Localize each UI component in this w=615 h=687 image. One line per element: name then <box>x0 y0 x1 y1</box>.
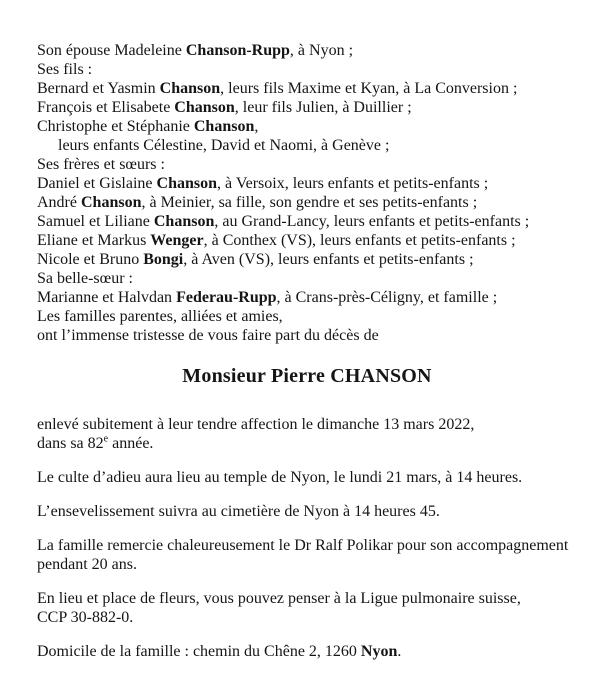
burial-paragraph: L’ensevelissement suivra au cimetière de Nyon à 14 heures 45. <box>37 503 440 520</box>
line-text: , leur fils Julien, à Duillier ; <box>234 99 412 116</box>
age-superscript: e <box>103 433 109 445</box>
line-text: Ses fils : <box>37 61 93 78</box>
family-line-sibling-5 <box>37 250 577 269</box>
thanks-paragraph <box>37 536 577 574</box>
family-surname: Chanson <box>153 213 215 230</box>
line-text: Daniel et Gislaine <box>37 175 157 192</box>
line-text: leurs enfants Célestine, David et Naomi, à Genève ; <box>58 137 390 154</box>
family-line-spouse <box>37 41 577 60</box>
family-line-son-3 <box>37 117 577 136</box>
line-text: André <box>37 194 81 211</box>
family-address-paragraph <box>37 642 577 661</box>
family-line-sister-in-law-header <box>37 269 577 288</box>
line-text: Nicole et Bruno <box>37 251 144 268</box>
family-surname: Chanson <box>80 194 142 211</box>
line-text: Bernard et Yasmin <box>37 80 160 97</box>
family-line-relatives <box>37 307 577 326</box>
death-date-line: enlevé subitement à leur tendre affection le dimanche 13 mars 2022, <box>37 416 475 433</box>
family-line-son-1 <box>37 79 577 98</box>
family-list <box>37 41 577 345</box>
announcement-line <box>37 326 577 345</box>
line-text: , à Nyon ; <box>289 42 354 59</box>
family-surname: Federau-Rupp <box>176 289 277 306</box>
line-text: Domicile de la famille : chemin du Chêne 2, 1260 <box>37 643 361 660</box>
family-line-sister-in-law <box>37 288 577 307</box>
donations-line-1: En lieu et place de fleurs, vous pouvez penser à la Ligue pulmonaire suisse, <box>37 590 521 607</box>
thanks-line-1: La famille remercie chaleureusement le Dr Ralf Polikar pour son accompagnement <box>37 537 569 554</box>
line-text: Son épouse Madeleine <box>37 42 186 59</box>
service-paragraph: Le culte d’adieu aura lieu au temple de Nyon, le lundi 21 mars, à 14 heures. <box>37 469 523 486</box>
line-text: année. <box>108 435 154 452</box>
line-text: Eliane et Markus <box>37 232 151 249</box>
address-city-bold: Nyon <box>360 643 398 660</box>
family-line-sibling-4 <box>37 231 577 250</box>
line-text: Sa belle-sœur : <box>37 270 133 287</box>
family-surname: Chanson <box>159 80 221 97</box>
family-line-sibling-3 <box>37 212 577 231</box>
line-text: François et Elisabete <box>37 99 175 116</box>
death-age-line <box>37 434 577 453</box>
line-text: , à Meinier, sa fille, son gendre et ses petits-enfants ; <box>141 194 478 211</box>
line-text: , à Aven (VS), leurs enfants et petits-enfants ; <box>183 251 474 268</box>
family-line-sons-header <box>37 60 577 79</box>
line-text: , à Crans-près-Céligny, et famille ; <box>276 289 498 306</box>
line-text: Christophe et Stéphanie <box>37 118 194 135</box>
line-text: ont l’immense tristesse de vous faire part du décès de <box>37 327 379 344</box>
family-line-sibling-1 <box>37 174 577 193</box>
line-text: Samuel et Liliane <box>37 213 154 230</box>
line-text: , <box>254 118 259 135</box>
line-text: Les familles parentes, alliées et amies, <box>37 308 283 325</box>
line-text: dans sa 82 <box>37 435 104 452</box>
line-text: . <box>397 643 402 660</box>
deceased-name-title: Monsieur Pierre CHANSON <box>182 365 432 387</box>
line-text: Ses frères et sœurs : <box>37 156 165 173</box>
family-surname: Wenger <box>150 232 204 249</box>
line-text: , à Conthex (VS), leurs enfants et petits-enfants ; <box>203 232 516 249</box>
family-surname: Chanson-Rupp <box>185 42 290 59</box>
donations-ccp-line: CCP 30-882-0. <box>37 609 134 626</box>
family-surname: Bongi <box>143 251 184 268</box>
line-text: , leurs fils Maxime et Kyan, à La Conversion ; <box>220 80 518 97</box>
line-text: , à Versoix, leurs enfants et petits-enfants ; <box>217 175 489 192</box>
thanks-line-2: pendant 20 ans. <box>37 556 137 573</box>
family-line-grandchildren <box>37 136 577 155</box>
family-surname: Chanson <box>174 99 235 116</box>
family-line-sibling-2 <box>37 193 577 212</box>
family-line-siblings-header <box>37 155 577 174</box>
donations-paragraph <box>37 589 577 627</box>
family-surname: Chanson <box>193 118 255 135</box>
death-paragraph <box>37 415 577 453</box>
line-text: Marianne et Halvdan <box>37 289 177 306</box>
family-line-son-2 <box>37 98 577 117</box>
line-text: , au Grand-Lancy, leurs enfants et petits-enfants ; <box>214 213 530 230</box>
family-surname: Chanson <box>156 175 217 192</box>
